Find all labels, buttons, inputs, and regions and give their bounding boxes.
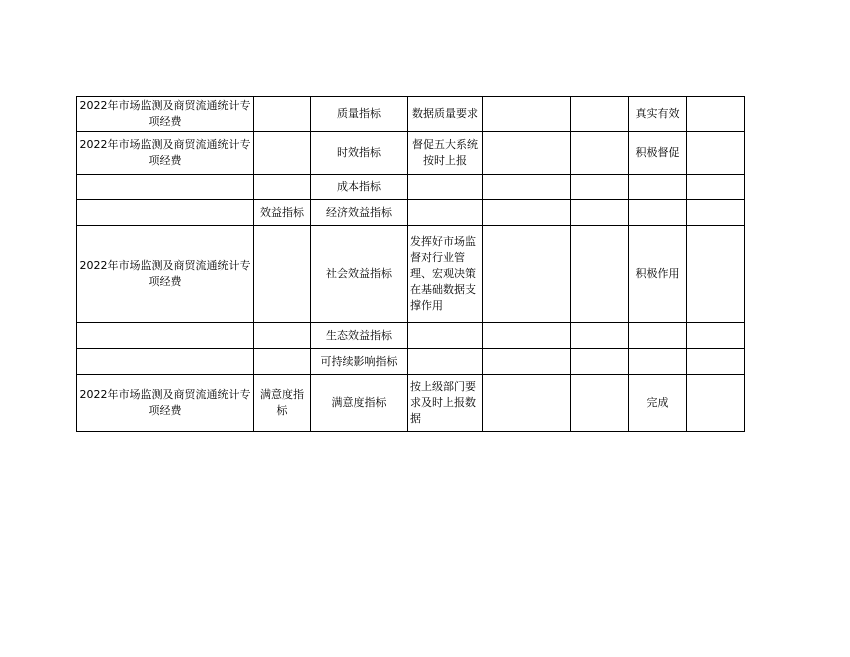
level3-indicator-cell: 成本指标 (311, 175, 408, 200)
blank-cell (571, 97, 629, 132)
project-name-cell: 2022年市场监测及商贸流通统计专项经费 (77, 97, 254, 132)
table-row (77, 200, 745, 226)
blank-cell (571, 226, 629, 323)
blank-cell (571, 175, 629, 200)
level2-indicator-cell (254, 323, 311, 349)
level3-indicator-cell: 满意度指标 (311, 375, 408, 432)
project-name-cell (77, 200, 254, 226)
indicator-content-cell (408, 175, 483, 200)
table-row (77, 375, 745, 432)
blank-cell (687, 375, 745, 432)
indicator-content-cell: 数据质量要求 (408, 97, 483, 132)
blank-cell (687, 97, 745, 132)
blank-cell (687, 132, 745, 175)
level3-indicator-cell: 生态效益指标 (311, 323, 408, 349)
blank-cell (483, 200, 571, 226)
blank-cell (687, 200, 745, 226)
target-value-cell: 完成 (629, 375, 687, 432)
indicator-content-cell (408, 200, 483, 226)
blank-cell (687, 175, 745, 200)
blank-cell (483, 349, 571, 375)
blank-cell (571, 349, 629, 375)
target-value-cell (629, 349, 687, 375)
table-row (77, 132, 745, 175)
blank-cell (571, 132, 629, 175)
indicator-content-cell: 按上级部门要求及时上报数据 (408, 375, 483, 432)
blank-cell (571, 375, 629, 432)
blank-cell (687, 323, 745, 349)
blank-cell (687, 226, 745, 323)
target-value-cell (629, 323, 687, 349)
level2-indicator-cell: 效益指标 (254, 200, 311, 226)
level3-indicator-cell: 可持续影响指标 (311, 349, 408, 375)
project-name-cell: 2022年市场监测及商贸流通统计专项经费 (77, 132, 254, 175)
table-row (77, 349, 745, 375)
level2-indicator-cell (254, 349, 311, 375)
indicator-content-cell: 发挥好市场监督对行业管理、宏观决策在基础数据支撑作用 (408, 226, 483, 323)
level3-indicator-cell: 时效指标 (311, 132, 408, 175)
indicator-content-cell (408, 349, 483, 375)
project-name-cell: 2022年市场监测及商贸流通统计专项经费 (77, 375, 254, 432)
target-value-cell (629, 200, 687, 226)
target-value-cell (629, 175, 687, 200)
project-name-cell (77, 175, 254, 200)
level2-indicator-cell (254, 175, 311, 200)
level2-indicator-cell (254, 226, 311, 323)
target-value-cell: 积极督促 (629, 132, 687, 175)
level2-indicator-cell (254, 132, 311, 175)
project-name-cell: 2022年市场监测及商贸流通统计专项经费 (77, 226, 254, 323)
blank-cell (483, 175, 571, 200)
target-value-cell: 积极作用 (629, 226, 687, 323)
project-name-cell (77, 349, 254, 375)
blank-cell (483, 323, 571, 349)
level2-indicator-cell: 满意度指标 (254, 375, 311, 432)
performance-indicator-table (76, 96, 745, 432)
table-row (77, 97, 745, 132)
level2-indicator-cell (254, 97, 311, 132)
blank-cell (483, 132, 571, 175)
blank-cell (571, 323, 629, 349)
blank-cell (483, 97, 571, 132)
level3-indicator-cell: 经济效益指标 (311, 200, 408, 226)
blank-cell (483, 375, 571, 432)
level3-indicator-cell: 社会效益指标 (311, 226, 408, 323)
indicator-content-cell: 督促五大系统按时上报 (408, 132, 483, 175)
table-row (77, 226, 745, 323)
project-name-cell (77, 323, 254, 349)
blank-cell (687, 349, 745, 375)
blank-cell (571, 200, 629, 226)
table-row (77, 323, 745, 349)
level3-indicator-cell: 质量指标 (311, 97, 408, 132)
table-row (77, 175, 745, 200)
indicator-content-cell (408, 323, 483, 349)
target-value-cell: 真实有效 (629, 97, 687, 132)
blank-cell (483, 226, 571, 323)
